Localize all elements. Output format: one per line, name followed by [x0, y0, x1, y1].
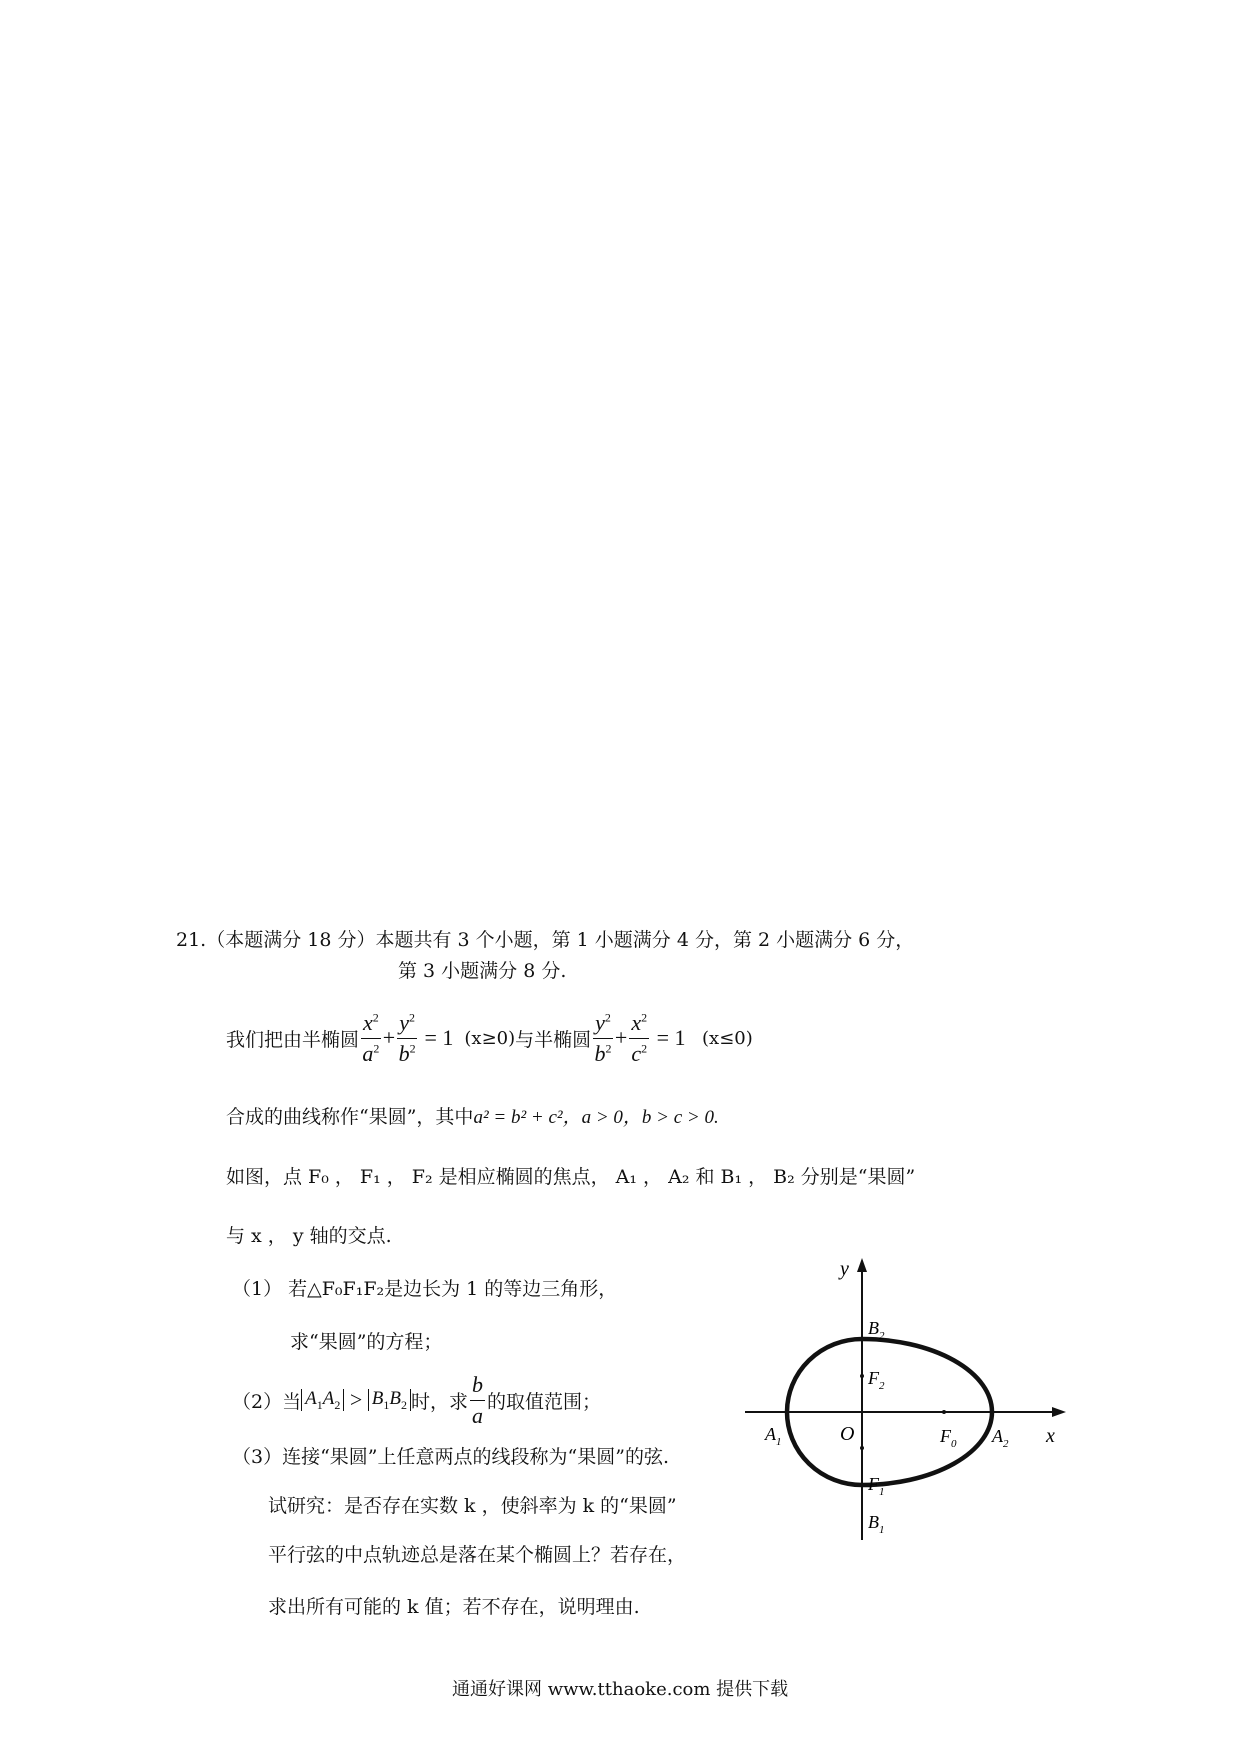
intro-line2-equation: a² = b² + c²，a > 0，b > c > 0.: [473, 1107, 719, 1128]
label-A1: $A_1$: [765, 1424, 782, 1448]
question-3-line4: 求出所有可能的 k 值；若不存在，说明理由.: [268, 1596, 640, 1618]
label-A2: $A_2$: [992, 1426, 1009, 1450]
abs-A1A2: $A_1A_2$: [301, 1389, 344, 1412]
fraction-b-over-a: $\frac{b}{a}$: [471, 1371, 483, 1428]
label-B1: $B_1$: [868, 1512, 885, 1536]
abs-B1B2: $B_1B_2$: [368, 1389, 411, 1412]
intro-line3: 如图，点 F₀ ， F₁ ， F₂ 是相应椭圆的焦点， A₁ ， A₂ 和 B₁ ， B₂ 分别是“果圆”: [226, 1166, 916, 1188]
question-2-prefix: （2）当: [232, 1390, 302, 1413]
x-axis-label: x: [1046, 1425, 1055, 1447]
origin-label: O: [840, 1423, 855, 1445]
y-axis-label: y: [840, 1258, 849, 1280]
intro-prefix: 我们把由半椭圆: [226, 1028, 360, 1051]
footer-text: 通通好课网 www.tthaoke.com 提供下载: [452, 1679, 789, 1700]
focus-F1-point: [860, 1446, 864, 1450]
question-1-line2: 求“果圆”的方程；: [290, 1331, 443, 1353]
label-F0: $F_0$: [940, 1426, 957, 1450]
label-F1: $F_1$: [868, 1474, 885, 1498]
problem-header-line2: 第 3 小题满分 8 分.: [398, 960, 567, 982]
intro-line2: [226, 1108, 719, 1127]
x-axis-arrow: [1052, 1407, 1066, 1417]
fraction-x2-a2: $\frac{x^2}{a^2}$: [362, 1009, 380, 1066]
intro-line4: 与 x ， y 轴的交点.: [226, 1225, 392, 1247]
condition-x-nonpos: (x≤0): [702, 1027, 753, 1049]
question-1-line1: （1） 若△F₀F₁F₂是边长为 1 的等边三角形，: [232, 1278, 618, 1300]
question-2-middle: 时，求: [410, 1390, 468, 1413]
intro-middle: 与半椭圆: [515, 1028, 592, 1051]
label-B2: $B_2$: [868, 1318, 885, 1342]
condition-x-nonneg: (x≥0): [464, 1027, 516, 1049]
question-3-line3: 平行弦的中点轨迹总是落在某个椭圆上？若存在，: [268, 1544, 687, 1566]
fraction-y2-b2-second: $\frac{y^2}{b^2}$: [594, 1009, 612, 1066]
intro-equation-line: 我们把由半椭圆 $\frac{x^2}{a^2}$ + $\frac{y^2}{b^2}$ = 1 (x≥0) 与半椭圆 $\frac{y^2}{b^2}$ + $\frac{x^2}{c^2}$ = 1 (x≤0): [226, 1009, 753, 1066]
question-2-line: （2）当 $A_1A_2$ > $B_1B_2$ 时，求 $\frac{b}{a}$ 的取值范围；: [232, 1371, 601, 1428]
fruit-ellipse-figure: [740, 1250, 1070, 1550]
label-F2: $F_2$: [868, 1368, 885, 1392]
y-axis-arrow: [857, 1258, 867, 1272]
question-2-suffix: 的取值范围；: [486, 1390, 601, 1413]
fraction-y2-b2: $\frac{y^2}{b^2}$: [398, 1009, 416, 1066]
focus-F2-point: [860, 1374, 864, 1378]
intro-line2-text: 合成的曲线称作“果圆”，其中: [226, 1106, 474, 1128]
problem-header-line1: 21.（本题满分 18 分）本题共有 3 个小题，第 1 小题满分 4 分，第 2 小题满分 6 分，: [176, 929, 915, 951]
focus-F0-point: [942, 1410, 946, 1414]
question-3-line1: （3）连接“果圆”上任意两点的线段称为“果圆”的弦.: [232, 1446, 669, 1468]
fraction-x2-c2: $\frac{x^2}{c^2}$: [631, 1009, 648, 1066]
question-3-line2: 试研究：是否存在实数 k ，使斜率为 k 的“果圆”: [268, 1495, 677, 1517]
